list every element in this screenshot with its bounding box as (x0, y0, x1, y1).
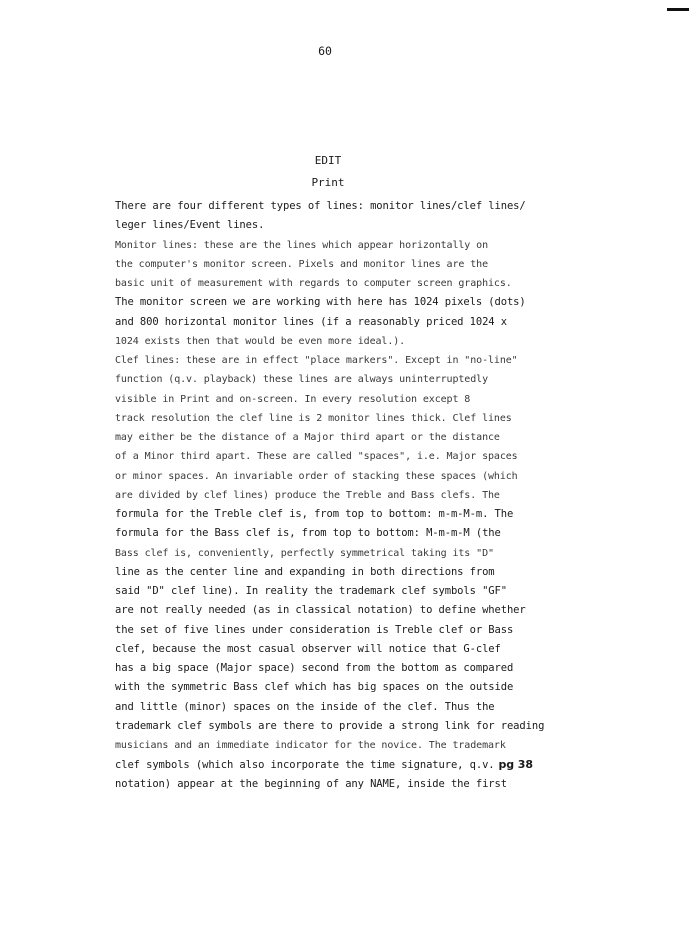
body-line: Clef lines: these are in effect "place markers". Except in "no-line" (115, 355, 518, 366)
body-line: and little (minor) spaces on the inside of the clef. Thus the (115, 700, 495, 713)
body-line: line as the center line and expanding in both directions from (115, 565, 495, 578)
body-line: has a big space (Major space) second from the bottom as compared (115, 662, 514, 674)
body-line: basic unit of measurement with regards to computer screen graphics. (115, 278, 512, 289)
body-line: or minor spaces. An invariable order of stacking these spaces (which (115, 470, 518, 482)
body-line: visible in Print and on-screen. In every resolution except 8 (115, 393, 471, 405)
body-line: clef, because the most casual observer will notice that G-clef (115, 642, 501, 655)
body-line: notation) appear at the beginning of any NAME, inside the first (115, 777, 507, 790)
section-subheading: Print (311, 176, 345, 189)
body-line: The monitor screen we are working with here has 1024 pixels (dots) (115, 296, 526, 309)
body-line: Bass clef is, conveniently, perfectly symmetrical taking its "D" (115, 547, 494, 559)
body-line: with the symmetric Bass clef which has big spaces on the outside (115, 681, 514, 694)
body-line: trademark clef symbols are there to provide a strong link for reading (115, 719, 545, 732)
handwritten-note: pg 38 (498, 758, 533, 772)
body-line: There are four different types of lines: monitor lines/clef lines/ (115, 200, 526, 212)
body-line: formula for the Bass clef is, from top to bottom: M-m-m-M (the (115, 527, 501, 540)
body-line: said "D" clef line). In reality the trademark clef symbols "GF" (115, 585, 507, 597)
body-line: are not really needed (as in classical notation) to define whether (115, 604, 526, 617)
body-line: may either be the distance of a Major third apart or the distance (115, 432, 500, 443)
body-line: the computer's monitor screen. Pixels and monitor lines are the (115, 258, 488, 270)
body-line: are divided by clef lines) produce the Treble and Bass clefs. The (115, 489, 500, 501)
body-line: the set of five lines under consideration is Treble clef or Bass (115, 623, 514, 636)
page-number: 60 (318, 44, 332, 58)
section-heading: EDIT (314, 154, 342, 167)
page-edge-mark (667, 8, 689, 11)
body-line: musicians and an immediate indicator for the novice. The trademark (115, 740, 506, 751)
body-line: function (q.v. playback) these lines are always uninterruptedly (115, 374, 488, 386)
body-text (115, 197, 595, 794)
body-line: track resolution the clef line is 2 monitor lines thick. Clef lines (115, 412, 512, 424)
body-line: of a Minor third apart. These are called "spaces", i.e. Major spaces (115, 451, 518, 463)
body-line: 1024 exists then that would be even more ideal.). (115, 335, 406, 347)
body-line: Monitor lines: these are the lines which appear horizontally on (115, 239, 488, 251)
body-line: leger lines/Event lines. (115, 219, 265, 232)
body-line-text: clef symbols (which also incorporate the time signature, q.v. (115, 759, 495, 772)
body-line-with-note (115, 755, 595, 774)
body-line: formula for the Treble clef is, from top to bottom: m-m-M-m. The (115, 508, 514, 520)
body-line: and 800 horizontal monitor lines (if a reasonably priced 1024 x (115, 315, 507, 328)
